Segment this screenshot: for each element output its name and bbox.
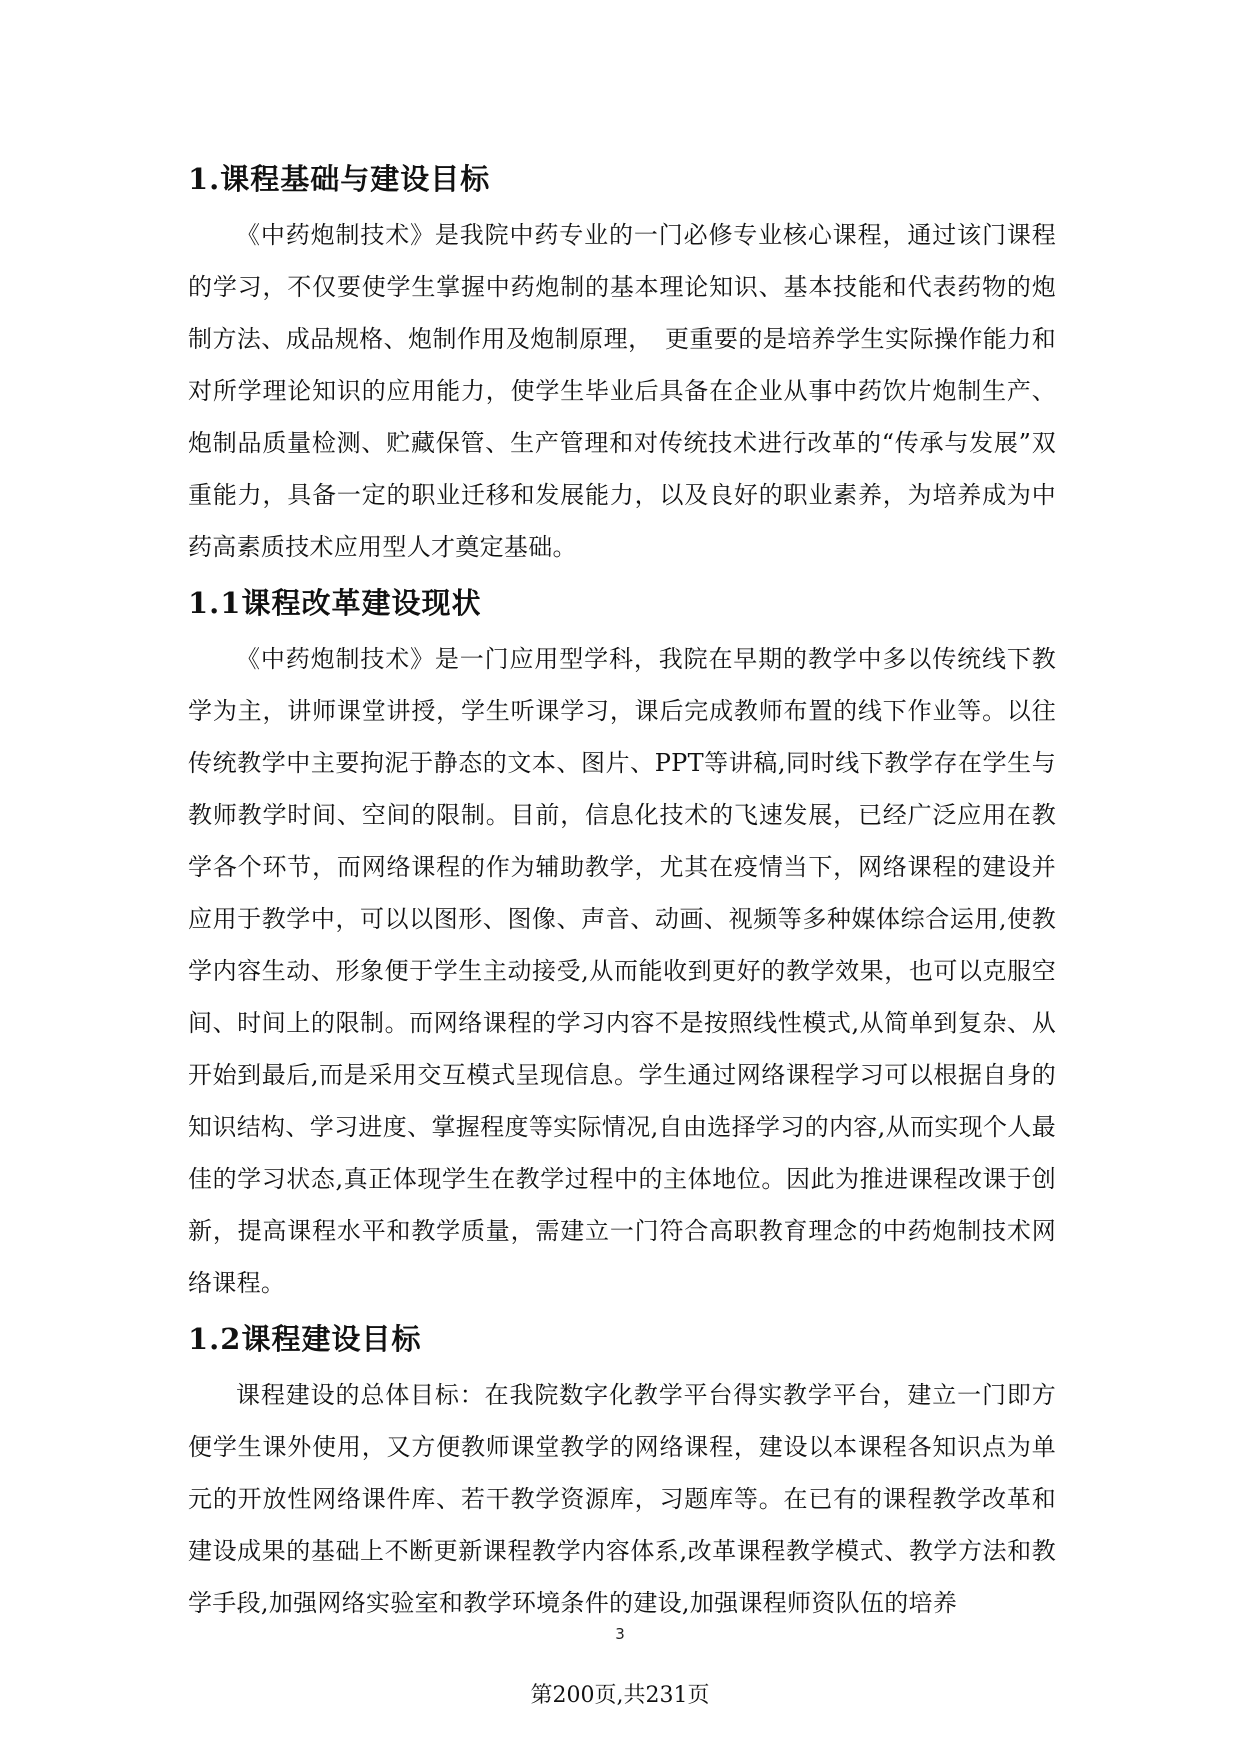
section-heading-1: 1.课程基础与建设目标 xyxy=(188,162,491,196)
section-heading-1-2: 1.2课程建设目标 xyxy=(188,1322,422,1356)
section-heading-1-1: 1.1课程改革建设现状 xyxy=(188,586,482,620)
page-footer: 第200页,共231页 xyxy=(530,1683,710,1708)
section-1-paragraph: 《中药炮制技术》是我院中药专业的一门必修专业核心课程，通过该门课程的学习，不仅要使学生掌握中药炮制的基本理论知识、基本技能和代表药物的炮制方法、成品规格、炮制作用及炮制原理， 更重要的是培养学生实际操作能力和对所学理论知识的应用能力，使学生毕业后具备在企业从事中药饮片炮制生产、炮制品质量检测、贮藏保管、生产管理和对传统技术进行改革的“传承与发展”双重能力，具备一定的职业迁移和发展能力，以及良好的职业素养，为培养成为中药高素质技术应用型人才奠定基础。 xyxy=(188,221,1056,561)
section-1-2-paragraph: 课程建设的总体目标：在我院数字化教学平台得实教学平台，建立一门即方便学生课外使用，又方便教师课堂教学的网络课程，建设以本课程各知识点为单元的开放性网络课件库、若干教学资源库，习题库等。在已有的课程教学改革和建设成果的基础上不断更新课程教学内容体系,改革课程教学模式、教学方法和教学手段,加强网络实验室和教学环境条件的建设,加强课程师资队伍的培养 xyxy=(188,1381,1056,1617)
section-1-1-paragraph: 《中药炮制技术》是一门应用型学科，我院在早期的教学中多以传统线下教学为主，讲师课堂讲授，学生听课学习，课后完成教师布置的线下作业等。以往传统教学中主要拘泥于静态的文本、图片、PPT等讲稿,同时线下教学存在学生与教师教学时间、空间的限制。目前，信息化技术的飞速发展，已经广泛应用在教学各个环节，而网络课程的作为辅助教学，尤其在疫情当下，网络课程的建设并应用于教学中，可以以图形、图像、声音、动画、视频等多种媒体综合运用,使教学内容生动、形象便于学生主动接受,从而能收到更好的教学效果，也可以克服空间、时间上的限制。而网络课程的学习内容不是按照线性模式,从简单到复杂、从开始到最后,而是采用交互模式呈现信息。学生通过网络课程学习可以根据自身的知识结构、学习进度、掌握程度等实际情况,自由选择学习的内容,从而实现个人最佳的学习状态,真正体现学生在教学过程中的主体地位。因此为推进课程改课于创新，提高课程水平和教学质量，需建立一门符合高职教育理念的中药炮制技术网络课程。 xyxy=(188,645,1056,1297)
page-number: 3 xyxy=(615,1625,625,1643)
document-body xyxy=(188,155,1056,1629)
